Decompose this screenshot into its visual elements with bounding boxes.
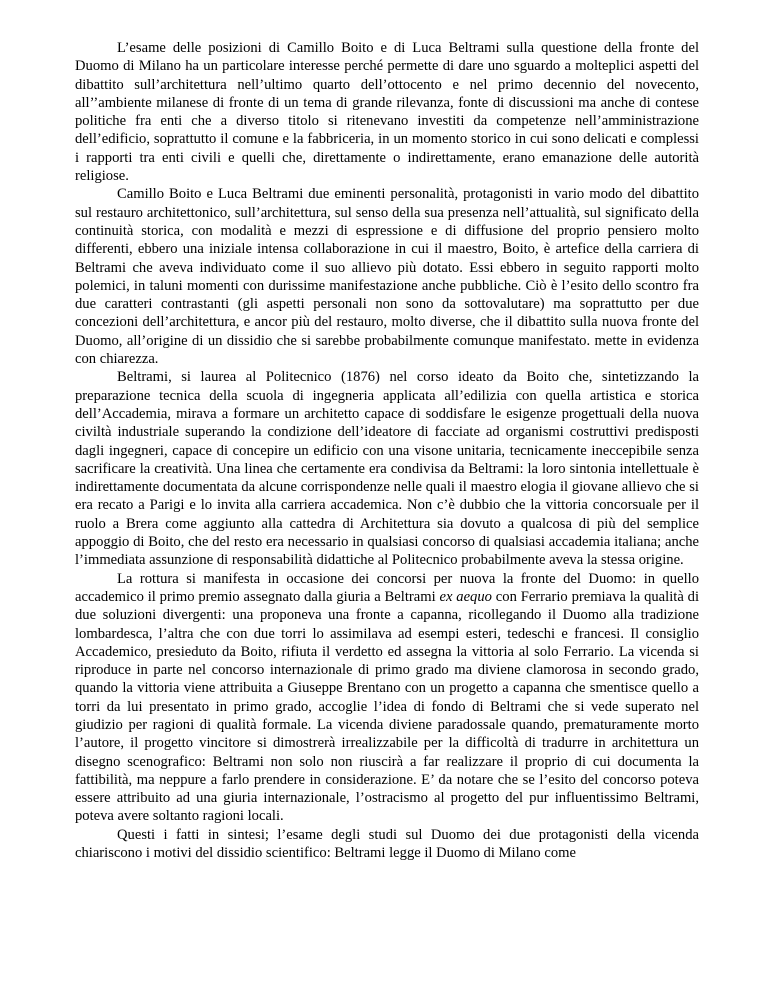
italic-term: ex aequo bbox=[439, 588, 492, 605]
paragraph-text: Camillo Boito e Luca Beltrami due eminenti personalità, protagonisti in vario modo del dibattito sul restauro architettonico, sull’architettura, sul senso della sua presenza nell’attualità, sul significato della continuità storica, con modalità e mezzi di espressione e di diffusione del proprio pensiero molto differenti, ebbero una iniziale intensa collaborazione in cui il maestro, Boito, è artefice della carriera di Beltrami che aveva individuato come il suo allievo più dotato. Essi ebbero in seguito rapporti molto polemici, in taluni momenti con durissime manifestazione anche pubbliche. Ciò è l’esito dello scontro fra due caratteri contrastanti (gli aspetti personali non sono da sottovalutare) ma soprattutto per due concezioni dell’architettura, e ancor più del restauro, molto diverse, che il dibattito sulla nuova fronte del Duomo, all’origine di un dissidio che si sarebbe probabilmente comunque manifestato. mette in evidenza con chiarezza. bbox=[75, 186, 699, 368]
paragraph bbox=[75, 368, 699, 569]
paragraph-text: Questi i fatti in sintesi; l’esame degli studi sul Duomo dei due protagonisti della vicenda chiariscono i motivi del dissidio scientifico: Beltrami legge il Duomo di Milano come bbox=[75, 826, 699, 862]
paragraph bbox=[75, 185, 699, 368]
paragraph-text: L’esame delle posizioni di Camillo Boito e di Luca Beltrami sulla questione della fronte del Duomo di Milano ha un particolare interesse perché permette di dare uno sguardo a molteplici aspetti del dibattito sull’architettura nell’ultimo quarto dell’ottocento e nel primo decennio del novecento, all’’ambiente milanese di fronte di un tema di grande rilevanza, fonte di discussioni ma anche di contese politiche fra enti che a diverso titolo si ritenevano investiti da competenze nell’amministrazione dell’edificio, soprattutto il comune e la fabbriceria, in un momento storico in cui sono delicati e complessi i rapporti tra enti civili e quelli che, direttamente o indirettamente, erano emanazione delle autorità religiose. bbox=[75, 40, 699, 185]
paragraph bbox=[75, 826, 699, 863]
paragraph-text: con Ferrario premiava la qualità di due soluzioni divergenti: una proponeva una fronte a capanna, ricollegando il Duomo alla tradizione lombardesca, l’altra che con due torri lo assimilava ad esempi esteri, tedeschi e francesi. Il consiglio Accademico, presieduto da Boito, rifiuta il verdetto ed assegna la vittoria al solo Ferrario. La vicenda si riproduce in parte nel concorso internazionale di primo grado ma diviene clamorosa in secondo grado, quando la vittoria viene attribuita a Giuseppe Brentano con un progetto a capanna che smentisce quello a torri da lui presentato in primo grado, accoglie l’idea di fondo di Beltrami che si vede superato nel giudizio per ragioni di qualità formale. La vicenda diviene paradossale quando, prematuramente morto l’autore, il progetto vincitore si dimostrerà irrealizzabile per la difficoltà di tradurre in architettura un disegno scenografico: Beltrami non solo non riuscirà a far realizzare il proprio di cui documenta la fattibilità, ma neppure a farlo prendere in considerazione. E’ da notare che se l’esito del concorso poteva essere attribuito ad una giuria internazionale, l’ostracismo al progetto del pur influentissimo Beltrami, poteva avere soltanto ragioni locali. bbox=[75, 588, 699, 825]
paragraph bbox=[75, 39, 699, 185]
paragraph bbox=[75, 570, 699, 826]
paragraph-text: Beltrami, si laurea al Politecnico (1876) nel corso ideato da Boito che, sintetizzando la preparazione tecnica della scuola di ingegneria applicata all’edilizia con quella artistica e storica dell’Accademia, mirava a formare un architetto capace di soddisfare le esigenze progettuali della nuova civiltà industriale superando la condizione dell’ideatore di facciate ad organismi costruttivi predisposti dagli ingegneri, capace di concepire un edificio con una visone unitaria, tecnicamente ineccepibile senza sacrificare la creatività. Una linea che certamente era condivisa da Beltrami: la loro sintonia intellettuale è indirettamente documentata da alcune corrispondenze nelle quali il maestro elogia il giovane allievo che si era recato a Parigi e lo invita alla carriera accademica. Non c’è dubbio che la vittoria concorsuale per il ruolo a Brera come aggiunto alla cattedra di Architettura sia dovuto a qualcosa di più del semplice appoggio di Boito, che del resto era necessario in qualsiasi concorso di qualsiasi accademia italiana; anche l’immediata assunzione di responsabilità didattiche al Politecnico probabilmente aveva la stessa origine. bbox=[75, 369, 699, 569]
document-page bbox=[75, 39, 699, 862]
paragraph-text: La rottura si manifesta in occasione dei concorsi per nuova la fronte del Duomo: in quello accademico il primo premio assegnato dalla giuria a Beltrami bbox=[75, 570, 699, 605]
